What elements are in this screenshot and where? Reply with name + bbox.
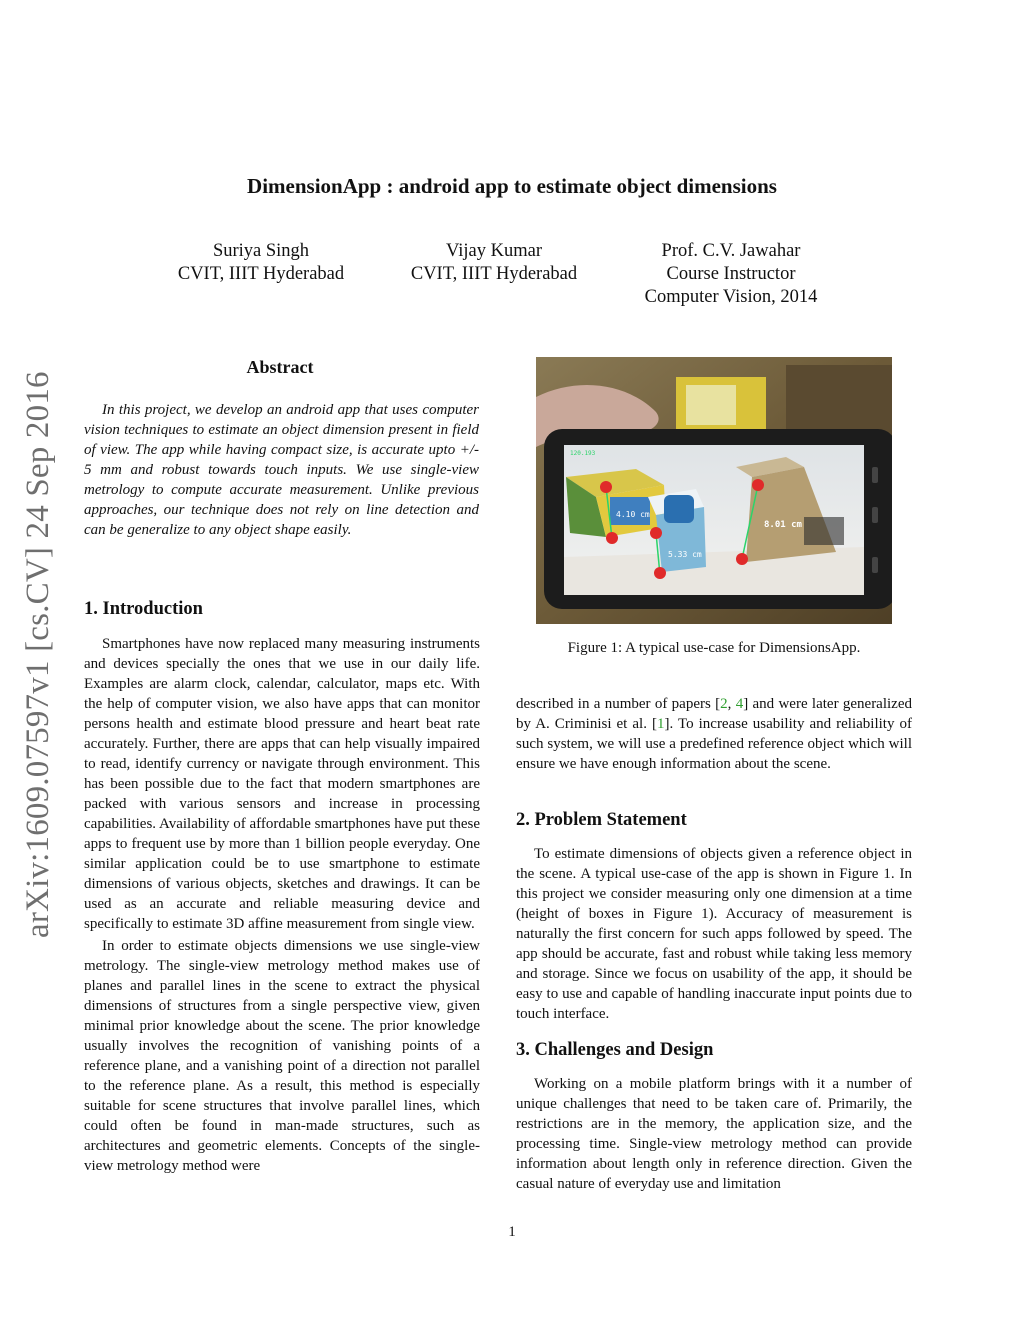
continuation-paragraph [516, 694, 912, 774]
introduction-paragraph-2: In order to estimate objects dimensions we use single-view metrology. The single-view metrology method makes use of planes and parallel lines in the scene to extract the physical dimensions of structures from a single perspective view, given minimal prior knowledge about the scene. The prior knowledge usually involves the recognition of vanishing points of a reference plane, and a vanishing point of a direction not parallel to the reference plane. As a result, this method is especially suitable for scene structures that involve parallel lines, which could often be found in man-made structures, such as architectures and geometric elements. Concepts of the single-view metrology method were [84, 938, 480, 1174]
measurement-label-2: 4.10 cm [616, 510, 650, 519]
arxiv-stamp: arXiv:1609.07597v1 [cs.CV] 24 Sep 2016 [20, 371, 56, 938]
introduction-body [84, 634, 480, 1176]
background-box-label [686, 385, 736, 425]
phone-button [872, 507, 878, 523]
screen-rightbox-print [804, 517, 844, 545]
author-affiliation: CVIT, IIIT Hyderabad [410, 264, 578, 284]
touch-point [736, 553, 748, 565]
paper-title: DimensionApp : android app to estimate object dimensions [247, 174, 777, 198]
author-block-2 [394, 240, 594, 286]
section-heading-introduction: 1. Introduction [84, 599, 203, 619]
figure-1-photo [536, 357, 892, 624]
touch-point [600, 481, 612, 493]
phone-button [872, 467, 878, 483]
problem-statement-body [516, 844, 912, 1024]
section-heading-problem-statement: 2. Problem Statement [516, 810, 687, 830]
continuation-text-2: ] and were later generalized by A. Criminisi et al. [ [516, 696, 912, 732]
author-block-3 [626, 240, 836, 309]
page-number: 1 [508, 1224, 516, 1240]
touch-point [654, 567, 666, 579]
citation-link[interactable]: 1 [656, 716, 665, 732]
author-name: Suriya Singh [212, 241, 310, 261]
continuation-text-1: described in a number of papers [ [516, 696, 721, 712]
challenges-body [516, 1074, 912, 1194]
challenges-text: Working on a mobile platform brings with it a number of unique challenges that need to be taken care of. Primarily, the restrictions are in the memory, the application size, and the processing time. Single-view metrology method can provide information about length only in reference direction. Given the casual nature of everyday use and limitation [516, 1076, 912, 1192]
author-name: Vijay Kumar [446, 241, 542, 261]
author-name: Prof. C.V. Jawahar [661, 241, 801, 261]
touch-point [606, 532, 618, 544]
touch-point [752, 479, 764, 491]
figure-1-graphic [536, 357, 892, 624]
author-block-1 [161, 240, 361, 286]
author-affiliation: Course Instructor [666, 264, 796, 284]
abstract-text: In this project, we develop an android app that uses computer vision techniques to estimate an object dimension present in field of view. The app while having compact size, is accurate upto +/- 5 mm and robust towards touch inputs. We use single-view metrology to compute accurate measurement. Unlike previous approaches, our technique does not rely on line detection and can be generalize to any object shape easily. [84, 402, 479, 538]
citation-link[interactable]: 4 [735, 696, 744, 712]
abstract-heading: Abstract [246, 357, 314, 377]
continuation-separator: , [727, 696, 736, 712]
right-column-continuation [516, 694, 912, 774]
problem-statement-text: To estimate dimensions of objects given a reference object in the scene. A typical use-case of the app is shown in Figure 1. In this project we consider measuring only one dimension at a time (height of boxes in Figure 1). Accuracy of measurement is naturally the first concern for such apps followed by speed. The app should be accurate, fast and robust while taking less memory and storage. Since we focus on usability of the app, it should be easy to use and capable of handling inaccurate input points due to touch interface. [516, 846, 912, 1022]
measurement-label-3: 5.33 cm [668, 550, 702, 559]
touch-point [650, 527, 662, 539]
continuation-text-3: ]. To increase usability and reliability of such system, we will use a predefined reference object which will ensure we have enough information about the scene. [516, 716, 912, 772]
phone-button [872, 557, 878, 573]
measurement-label-4: 120.193 [570, 450, 596, 457]
section-heading-challenges: 3. Challenges and Design [516, 1040, 714, 1060]
figure-1-caption: Figure 1: A typical use-case for DimensionsApp. [567, 640, 861, 656]
author-extra: Computer Vision, 2014 [644, 287, 818, 307]
introduction-paragraph-1: Smartphones have now replaced many measuring instruments and devices specially the ones that we use in our daily life. Examples are alarm clock, calendar, calculator, maps etc. With the help of computer vision, we also have apps that can monitor persons health and estimate blood pressure and heart beat rate accurately. Further, there are apps that can help visually impaired to read, identify currency or navigate through environment. This has been possible due to the fact that modern smartphones are packed with various sensors and increase in processing capabilities. Availability of affordable smartphones have put these apps to frequent use by more than 1 billion people everyday. One similar application could be to use smartphone to estimate dimensions of various objects, sketches and drawings. It can be used as an accurate and reliable measuring device and specifically to estimate 3D affine measurement from single view. [84, 636, 480, 932]
citation-link[interactable]: 2 [720, 696, 728, 712]
measurement-label-1: 8.01 cm [764, 520, 802, 530]
author-affiliation: CVIT, IIIT Hyderabad [177, 264, 345, 284]
screen-carton-logo [664, 495, 694, 523]
abstract-body [84, 400, 479, 540]
